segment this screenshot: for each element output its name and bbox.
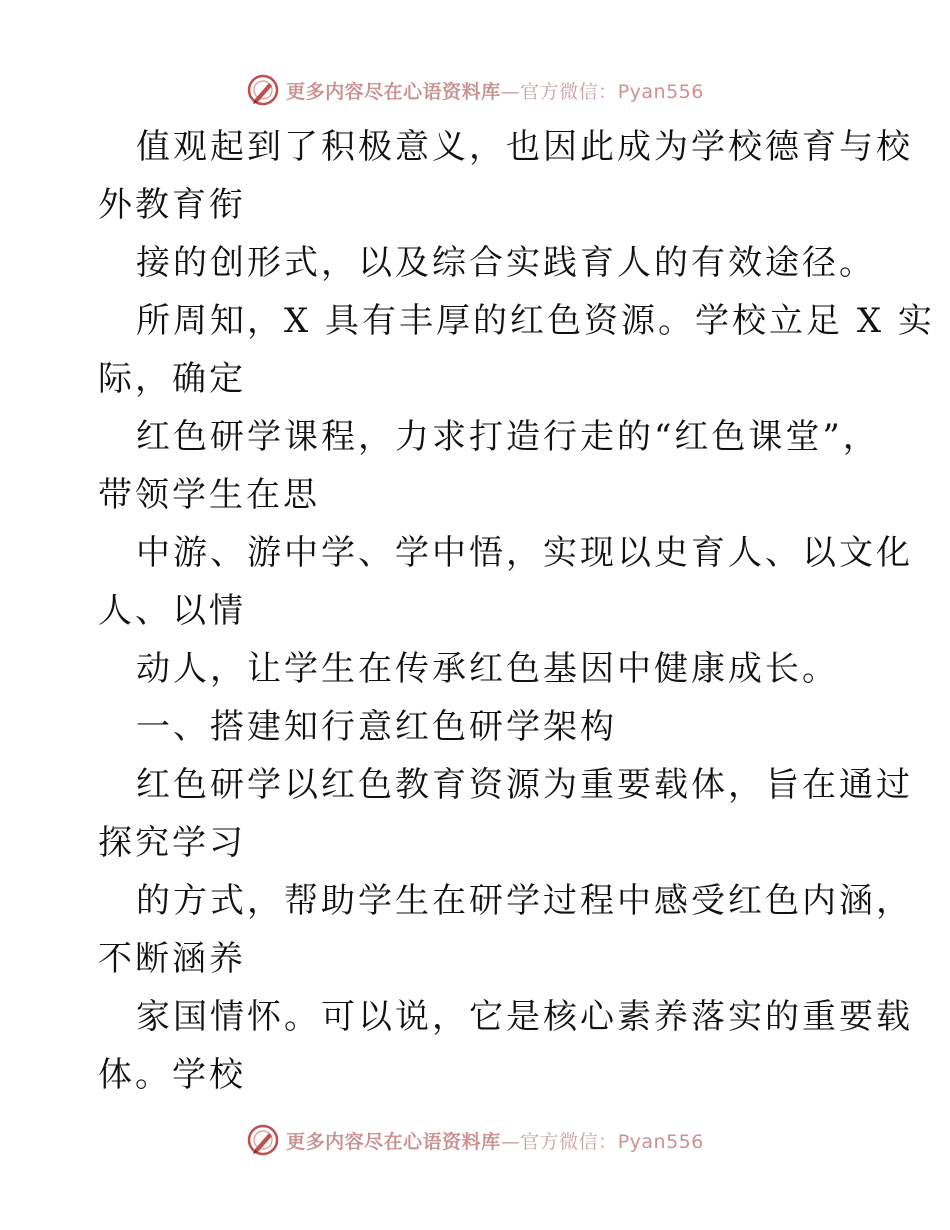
text-line: 外教育衔 — [98, 185, 246, 225]
text-line: 带领学生在思 — [98, 475, 320, 515]
watermark-brand: 更多内容尽在心语资料库 — [286, 80, 501, 103]
watermark-contact: 官方微信： — [520, 80, 618, 103]
text-line: 一、搭建知行意红色研学架构 — [136, 707, 617, 747]
text-line: 中游、游中学、学中悟，实现以史育人、以文化 — [136, 533, 913, 573]
document-body — [98, 118, 935, 1104]
text-line: 接的创形式，以及综合实践育人的有效途径。 — [136, 243, 876, 283]
text-line: 际，确定 — [98, 359, 246, 399]
text-line: 家国情怀。可以说，它是核心素养落实的重要载 — [136, 997, 913, 1037]
text-line: 体。学校 — [98, 1055, 246, 1095]
text-line: 红色研学以红色教育资源为重要载体，旨在通过 — [136, 765, 913, 805]
text-line: 不断涵养 — [98, 939, 246, 979]
watermark-brand: 更多内容尽在心语资料库 — [286, 1130, 501, 1153]
header-watermark — [0, 70, 950, 110]
text-line: 的方式，帮助学生在研学过程中感受红色内涵， — [136, 881, 913, 921]
text-line: 人、以情 — [98, 591, 246, 631]
pen-logo-icon — [246, 1123, 280, 1157]
text-line: 所周知，X 具有丰厚的红色资源。学校立足 X 实 — [136, 301, 935, 341]
watermark-wechat-id: Pyan556 — [617, 1130, 704, 1153]
text-line: 红色研学课程，力求打造行走的“红色课堂”， — [136, 417, 880, 457]
text-line: 值观起到了积极意义，也因此成为学校德育与校 — [136, 127, 913, 167]
watermark-wechat-id: Pyan556 — [617, 80, 704, 103]
text-line: 探究学习 — [98, 823, 246, 863]
watermark-dash: — — [500, 80, 521, 103]
footer-watermark — [0, 1120, 950, 1160]
watermark-dash: — — [500, 1130, 521, 1153]
text-line: 动人，让学生在传承红色基因中健康成长。 — [136, 649, 839, 689]
watermark-text — [286, 77, 704, 104]
watermark-text — [286, 1127, 704, 1154]
pen-logo-icon — [246, 73, 280, 107]
watermark-contact: 官方微信： — [520, 1130, 618, 1153]
